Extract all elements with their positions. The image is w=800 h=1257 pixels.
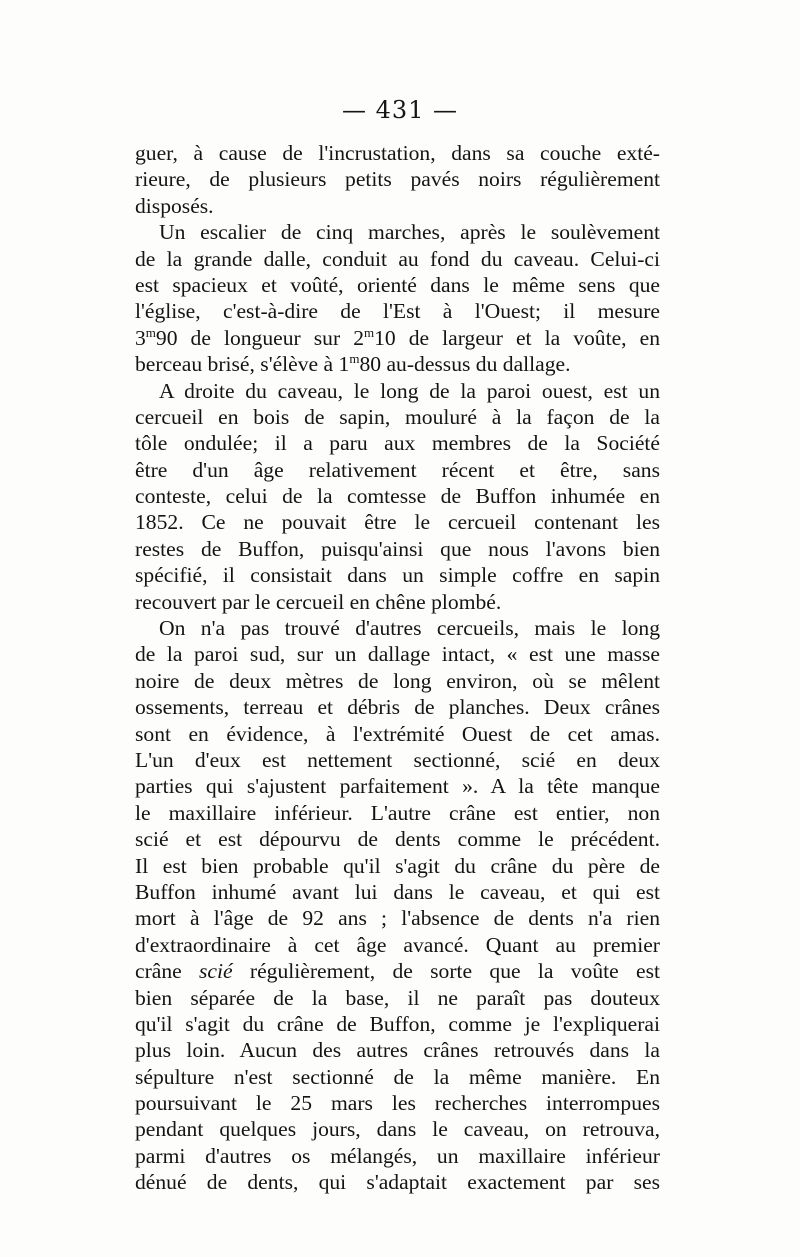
text-line: conteste, celui de la comtesse de Buffon inhumée en <box>135 484 660 509</box>
text-line: tôle ondulée; il a paru aux membres de la Société <box>135 431 660 456</box>
text-line: L'un d'eux est nettement sectionné, scié en deux <box>135 747 660 772</box>
text-line: est spacieux et voûté, orienté dans le même sens que <box>135 272 660 297</box>
unit-superscript: m <box>364 324 375 340</box>
text-line: le maxillaire inférieur. L'autre crâne est entier, non <box>135 800 660 825</box>
text-line-italic <box>135 958 660 984</box>
text-line-measurements <box>135 325 660 351</box>
text-line: sont en évidence, à l'extrémité Ouest de cet amas. <box>135 721 660 746</box>
text-line: parties qui s'ajustent parfaitement ». A la tête manque <box>135 774 660 799</box>
text-line: restes de Buffon, puisqu'ainsi que nous l'avons bien <box>135 536 660 561</box>
text-line: de la grande dalle, conduit au fond du caveau. Celui-ci <box>135 246 660 271</box>
text-line: disposés. <box>135 193 214 218</box>
text-fragment: 90 de longueur sur 2 <box>155 325 364 350</box>
paragraph-start-line: On n'a pas trouvé d'autres cercueils, mais le long <box>159 616 660 641</box>
text-line: ossements, terreau et débris de planches. Deux crânes <box>135 695 660 720</box>
text-line: poursuivant le 25 mars les recherches interrompues <box>135 1091 660 1116</box>
text-line: pendant quelques jours, dans le caveau, on retrouva, <box>135 1117 660 1142</box>
number-fragment: 3 <box>135 325 146 350</box>
text-line: scié et est dépourvu de dents comme le précédent. <box>135 827 660 852</box>
text-line: Buffon inhumé avant lui dans le caveau, et qui est <box>135 879 660 904</box>
text-line: plus loin. Aucun des autres crânes retrouvés dans la <box>135 1038 660 1063</box>
text-fragment: berceau brisé, s'élève à 1 <box>135 352 350 377</box>
text-line: 1852. Ce ne pouvait être le cercueil contenant les <box>135 510 660 535</box>
text-line: qu'il s'agit du crâne de Buffon, comme je l'expliquerai <box>135 1011 660 1036</box>
unit-superscript: m <box>349 351 360 367</box>
unit-superscript: m <box>145 324 156 340</box>
text-line-measurements <box>135 351 660 377</box>
text-line: noire de deux mètres de long environ, où se mêlent <box>135 668 660 693</box>
text-fragment: 80 au-dessus du dallage. <box>359 352 571 377</box>
text-line: Il est bien probable qu'il s'agit du crâne du père de <box>135 853 660 878</box>
text-line: dénué de dents, qui s'adaptait exactement par ses <box>135 1170 660 1195</box>
text-line: être d'un âge relativement récent et être, sans <box>135 457 660 482</box>
page-number: — 431 — <box>341 96 459 124</box>
body-text <box>135 140 660 1196</box>
text-line: mort à l'âge de 92 ans ; l'absence de dents n'a rien <box>135 906 660 931</box>
text-line: l'église, c'est-à-dire de l'Est à l'Ouest; il mesure <box>135 299 660 324</box>
text-fragment: crâne <box>135 959 200 984</box>
text-line: bien séparée de la base, il ne paraît pas douteux <box>135 985 660 1010</box>
text-line: spécifié, il consistait dans un simple coffre en sapin <box>135 563 660 588</box>
paragraph-start-line: Un escalier de cinq marches, après le soulèvement <box>159 220 660 245</box>
text-line: parmi d'autres os mélangés, un maxillaire inférieur <box>135 1143 660 1168</box>
text-line: rieure, de plusieurs petits pavés noirs régulièrement <box>135 167 660 192</box>
text-fragment: 10 de largeur et la voûte, en <box>374 325 660 350</box>
italic-word: scié <box>199 959 233 984</box>
text-fragment: régulièrement, de sorte que la voûte est <box>232 959 661 984</box>
text-line: de la paroi sud, sur un dallage intact, « est une masse <box>135 642 660 667</box>
text-line: guer, à cause de l'incrustation, dans sa couche exté- <box>135 141 660 165</box>
text-line: sépulture n'est sectionné de la même manière. En <box>135 1064 660 1089</box>
text-line: cercueil en bois de sapin, mouluré à la façon de la <box>135 404 660 429</box>
text-line: d'extraordinaire à cet âge avancé. Quant au premier <box>135 932 660 957</box>
text-line: recouvert par le cercueil en chêne plombé. <box>135 589 502 614</box>
paragraph-start-line: A droite du caveau, le long de la paroi ouest, est un <box>159 378 660 403</box>
